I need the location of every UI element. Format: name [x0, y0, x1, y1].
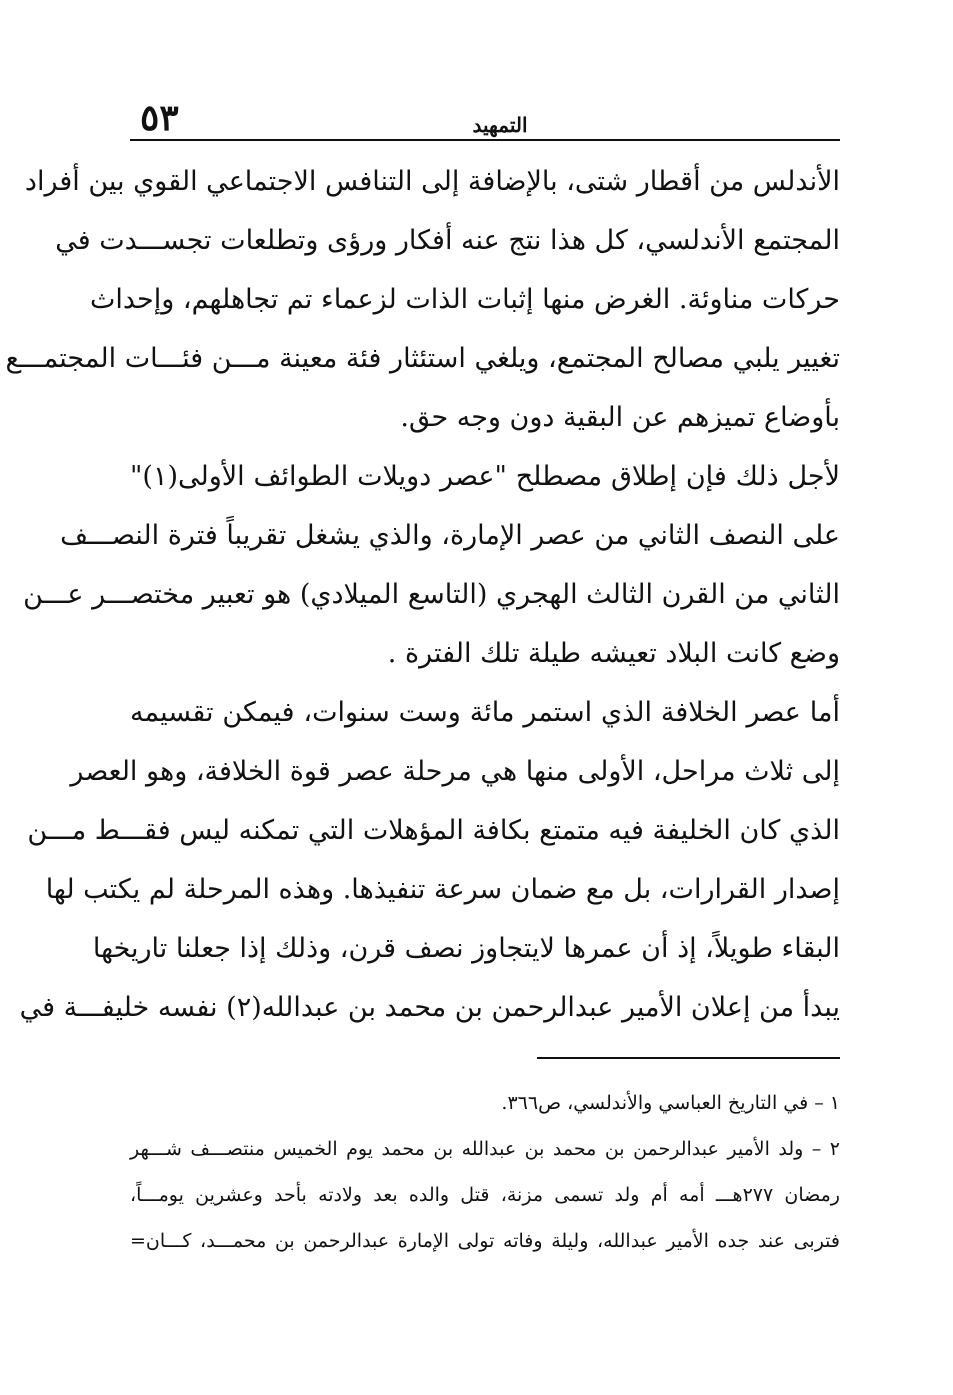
body-line: الثاني من القرن الثالث الهجري (التاسع الميلادي) هو تعبير مختصـــر عـــن — [23, 579, 840, 610]
body-line: المجتمع الأندلسي، كل هذا نتج عنه أفكار ورؤى وتطلعات تجســـدت في — [55, 225, 840, 256]
body-line: لأجل ذلك فإن إطلاق مصطلح "عصر دويلات الطوائف الأولى(١)" — [130, 461, 840, 492]
body-line: الذي كان الخليفة فيه متمتع بكافة المؤهلات التي تمكنه ليس فقـــط مـــن — [27, 815, 840, 846]
running-title: التمهيد — [472, 113, 528, 137]
body-line: الأندلس من أقطار شتى، بالإضافة إلى التنافس الاجتماعي القوي بين أفراد — [24, 166, 840, 197]
footnote-line: رمضان ٢٧٧هـــ أمه أم ولد تسمى مزنة، قتل والده بعد ولادته بأحد وعشرين يومـــاً، — [130, 1184, 840, 1206]
body-line: إصدار القرارات، بل مع ضمان سرعة تنفيذها. وهذه المرحلة لم يكتب لها — [45, 874, 840, 905]
footnote-line: ١ – في التاريخ العباسي والأندلسي، ص٣٦٦. — [501, 1092, 840, 1114]
body-line: وضع كانت البلاد تعيشه طيلة تلك الفترة . — [387, 638, 840, 669]
body-line: على النصف الثاني من عصر الإمارة، والذي يشغل تقريباً فترة النصـــف — [60, 520, 840, 551]
body-line: حركات مناوئة. الغرض منها إثبات الذات لزعماء تم تجاهلهم، وإحداث — [89, 284, 840, 315]
body-text — [5, 152, 840, 1037]
body-line: تغيير يلبي مصالح المجتمع، ويلغي استئثار فئة معينة مـــن فئـــات المجتمـــع — [5, 343, 840, 374]
footnote-line: فتربى عند جده الأمير عبدالله، وليلة وفاته تولى الإمارة عبدالرحمن بن محمـــد، كـــان= — [130, 1230, 840, 1252]
body-line: أما عصر الخلافة الذي استمر مائة وست سنوات، فيمكن تقسيمه — [130, 697, 840, 728]
body-line: إلى ثلاث مراحل، الأولى منها هي مرحلة عصر قوة الخلافة، وهو العصر — [70, 756, 840, 787]
body-line: البقاء طويلاً، إذ أن عمرها لايتجاوز نصف قرن، وذلك إذا جعلنا تاريخها — [92, 933, 840, 964]
footnotes — [130, 1080, 840, 1264]
footnote-divider — [537, 1057, 840, 1059]
footnote-line: ٢ – ولد الأمير عبدالرحمن بن محمد بن عبدالله بن محمد يوم الخميس منتصـــف شـــهر — [130, 1138, 840, 1160]
page-number: ٥٣ — [140, 97, 179, 139]
body-line: يبدأ من إعلان الأمير عبدالرحمن بن محمد بن عبدالله(٢) نفسه خليفـــة في — [19, 992, 840, 1023]
body-line: بأوضاع تميزهم عن البقية دون وجه حق. — [400, 402, 840, 433]
header-divider — [130, 139, 840, 141]
